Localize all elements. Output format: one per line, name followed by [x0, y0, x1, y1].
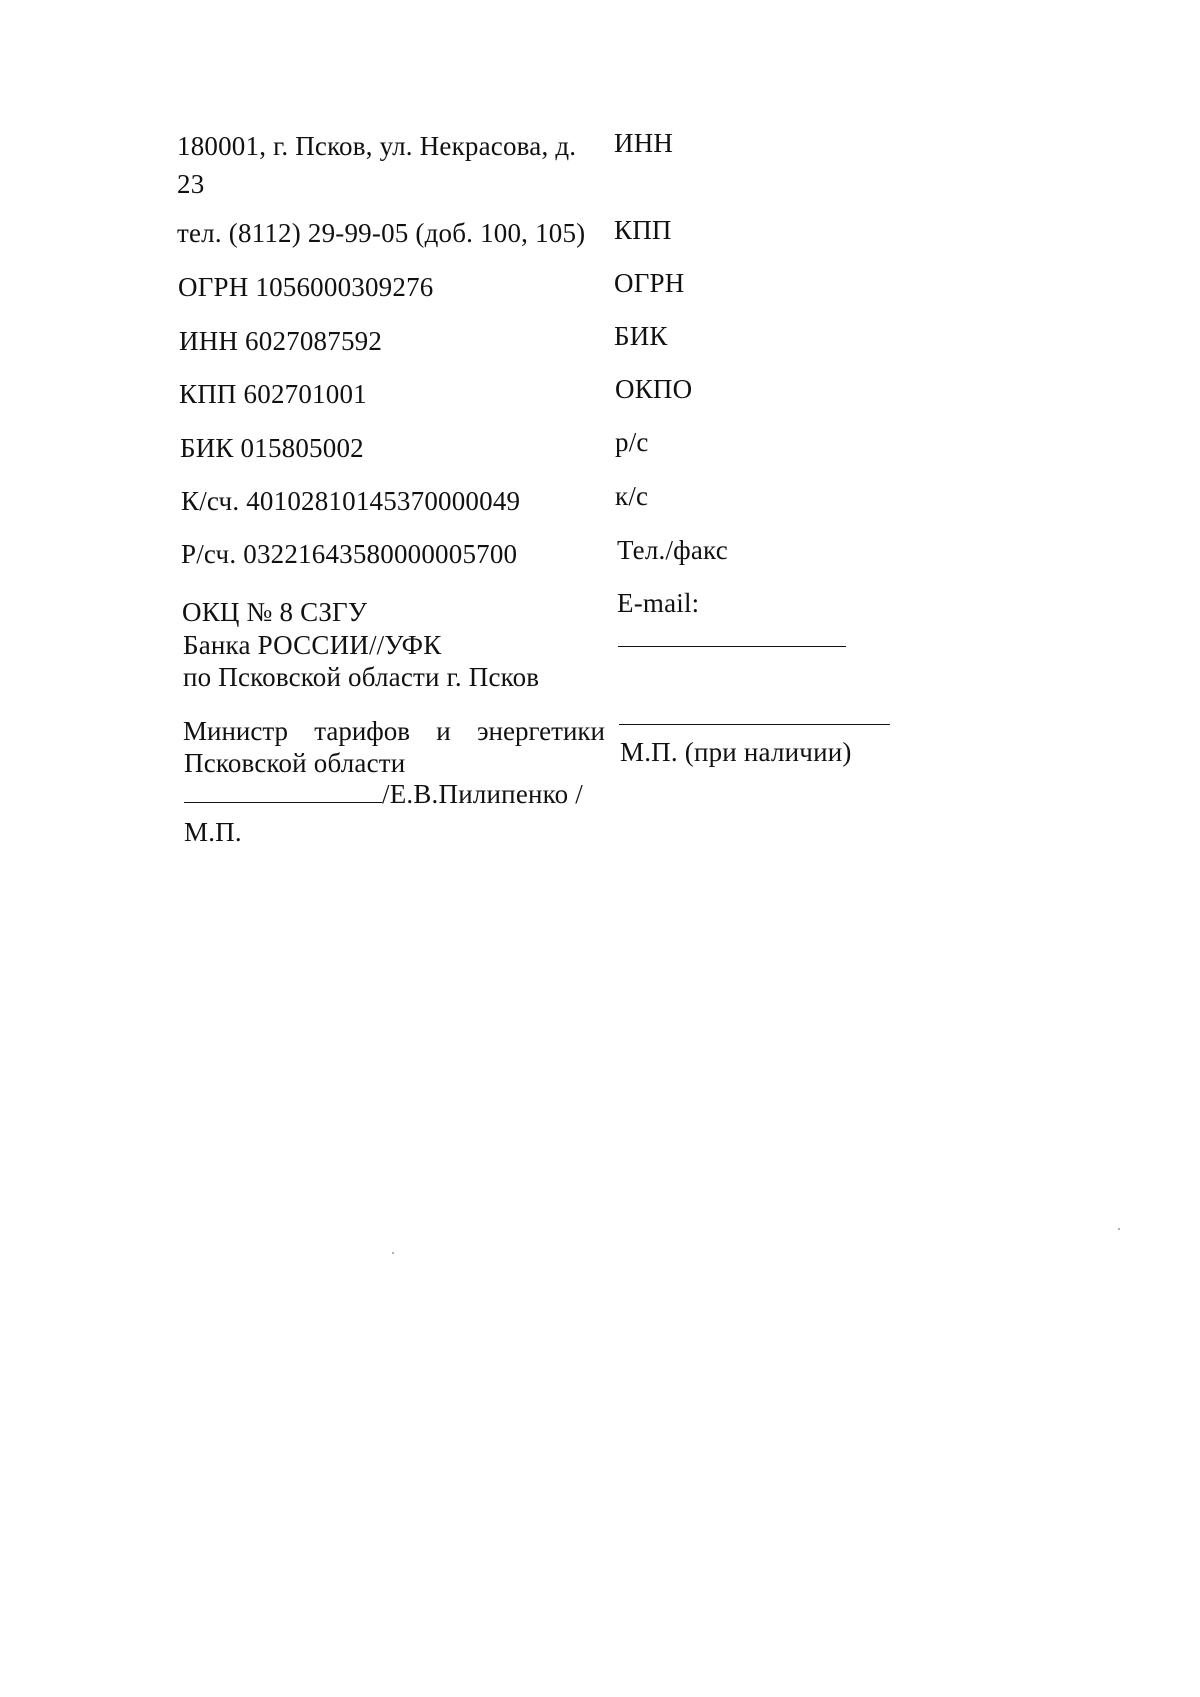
signature-line — [184, 778, 583, 810]
ogrn-line: ОГРН 1056000309276 — [178, 272, 434, 302]
signatory-word-2: тарифов — [314, 716, 411, 746]
address-line-1: 180001, г. Псков, ул. Некрасова, д. — [177, 131, 577, 161]
scan-speck — [392, 1252, 394, 1254]
signature-name: /Е.В.Пилипенко / — [382, 779, 583, 809]
scan-speck — [1118, 1228, 1120, 1230]
signatory-line-2: Псковской области — [184, 748, 406, 778]
right-seal-label: М.П. (при наличии) — [620, 737, 852, 767]
seal-label: М.П. — [184, 817, 242, 847]
signatory-word-4: энергетики — [476, 716, 605, 746]
settlement-account-line: Р/сч. 03221643580000005700 — [181, 539, 518, 569]
right-signature-blank — [619, 700, 890, 725]
kpp-line: КПП 602701001 — [179, 379, 367, 409]
right-ks-label: к/с — [615, 481, 649, 511]
right-bik-label: БИК — [614, 321, 668, 351]
address-line-2: 23 — [177, 169, 205, 199]
correspondent-account-line: К/сч. 40102810145370000049 — [181, 486, 521, 516]
bank-line-2: Банка РОССИИ//УФК — [183, 630, 442, 660]
right-okpo-label: ОКПО — [615, 374, 693, 404]
signatory-title-line — [183, 715, 605, 747]
right-rs-label: р/с — [615, 427, 649, 457]
right-ogrn-label: ОГРН — [614, 268, 685, 298]
signature-blank — [184, 778, 382, 803]
inn-line: ИНН 6027087592 — [179, 326, 383, 356]
right-kpp-label: КПП — [614, 215, 672, 245]
bank-line-1: ОКЦ № 8 СЗГУ — [182, 597, 368, 627]
right-phone-fax-label: Тел./факс — [617, 535, 728, 565]
right-email-label: E-mail: — [617, 588, 700, 618]
email-blank — [618, 622, 846, 647]
phone-line: тел. (8112) 29-99-05 (доб. 100, 105) — [177, 218, 586, 248]
signatory-word-1: Министр — [183, 716, 288, 746]
signatory-word-3: и — [436, 716, 451, 746]
bik-line: БИК 015805002 — [180, 433, 364, 463]
right-inn-label: ИНН — [614, 128, 674, 158]
bank-line-3: по Псковской области г. Псков — [183, 662, 540, 692]
right-email-blank-line — [618, 622, 846, 654]
right-signature-blank-line — [619, 700, 890, 732]
